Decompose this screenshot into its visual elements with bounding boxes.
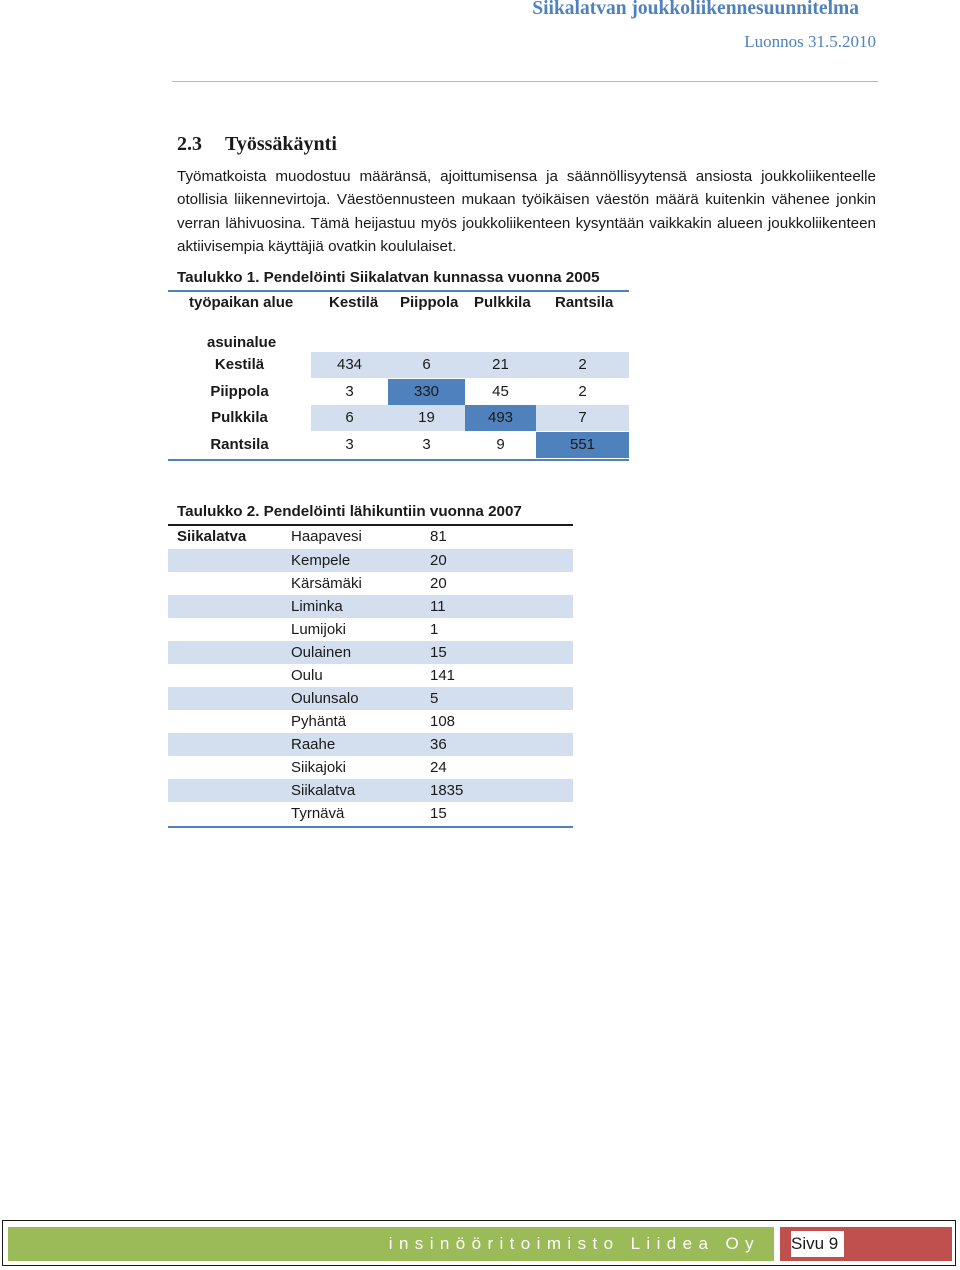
section-title: Työssäkäynti bbox=[225, 133, 337, 155]
municipality-name: Raahe bbox=[291, 736, 336, 753]
commuter-count: 1835 bbox=[430, 782, 464, 799]
table-row bbox=[168, 379, 629, 405]
municipality-name: Oulainen bbox=[291, 644, 352, 661]
page-number: Sivu 9 bbox=[791, 1231, 844, 1257]
municipality-name: Kempele bbox=[291, 552, 351, 569]
table1-col-header: Piippola bbox=[400, 294, 459, 311]
table-cell-diagonal: 493 bbox=[465, 405, 536, 431]
municipality-name: Lumijoki bbox=[291, 621, 347, 638]
table-cell: 2 bbox=[578, 383, 587, 400]
section-paragraph: Työmatkoista muodostuu määränsä, ajoittumisensa ja säännöllisyytensä ansiosta joukkoliikenteelle otollisia liikennevirtoja. Väestöennusteen mukaan työikäisen väestön määrä kuitenkin vähenee jonkin verran lähivuosina. Tämä heijastuu myös joukkoliikenteen kysyntään vaikkakin alueen joukkoliikenteen aktiivisempia käyttäjiä ovatkin koululaiset. bbox=[177, 168, 876, 255]
table-cell-diagonal: 330 bbox=[388, 379, 465, 405]
header-divider bbox=[172, 81, 878, 82]
municipality-name: Oulunsalo bbox=[291, 690, 359, 707]
table-row bbox=[168, 802, 573, 825]
table-cell: 19 bbox=[418, 409, 435, 426]
table1-col-header: Pulkkila bbox=[474, 294, 531, 311]
table2-bottom-border bbox=[168, 826, 573, 828]
commuter-count: 108 bbox=[430, 713, 456, 730]
commuter-count: 1 bbox=[430, 621, 439, 638]
table-cell-diagonal: 551 bbox=[536, 432, 629, 458]
commuter-count: 20 bbox=[430, 552, 447, 569]
table1-col-header: Rantsila bbox=[555, 294, 614, 311]
table1-caption: Taulukko 1. Pendelöinti Siikalatvan kunnassa vuonna 2005 bbox=[177, 269, 600, 286]
table-row bbox=[168, 779, 573, 802]
municipality-name: Tyrnävä bbox=[291, 805, 345, 822]
municipality-name: Siikajoki bbox=[291, 759, 347, 776]
table-row bbox=[168, 572, 573, 595]
table-cell: 3 bbox=[422, 436, 431, 453]
document-title: Siikalatvan joukkoliikennesuunnitelma bbox=[532, 0, 859, 19]
row-header: Pulkkila bbox=[168, 405, 311, 431]
commuter-count: 5 bbox=[430, 690, 439, 707]
footer-page-number-box bbox=[780, 1227, 952, 1261]
section-number: 2.3 bbox=[177, 133, 202, 155]
table-row bbox=[168, 595, 573, 618]
table2-caption: Taulukko 2. Pendelöinti lähikuntiin vuonna 2007 bbox=[177, 503, 522, 520]
row-header: Kestilä bbox=[168, 352, 311, 378]
section-heading bbox=[177, 133, 337, 156]
table-cell: 7 bbox=[578, 409, 587, 426]
table-cell: 3 bbox=[345, 436, 354, 453]
table-row bbox=[168, 687, 573, 710]
municipality-name: Oulu bbox=[291, 667, 323, 684]
municipality-name: Siikalatva bbox=[291, 782, 356, 799]
municipality-name: Liminka bbox=[291, 598, 343, 615]
table1-row-axis-label: asuinalue bbox=[207, 334, 277, 351]
table1-bottom-border bbox=[168, 459, 629, 461]
table-cell: 21 bbox=[492, 356, 509, 373]
table-row bbox=[168, 641, 573, 664]
table-row bbox=[168, 352, 629, 378]
table-row bbox=[168, 733, 573, 756]
table-cell: 6 bbox=[345, 409, 354, 426]
commuter-count: 36 bbox=[430, 736, 447, 753]
table-row bbox=[168, 405, 629, 431]
municipality-name: Pyhäntä bbox=[291, 713, 347, 730]
table-cell: 9 bbox=[496, 436, 505, 453]
table1-col-header: Kestilä bbox=[329, 294, 379, 311]
row-header: Rantsila bbox=[210, 436, 269, 453]
table-row bbox=[168, 525, 573, 548]
table-row bbox=[168, 710, 573, 733]
origin-municipality: Siikalatva bbox=[177, 528, 247, 545]
table-cell: 45 bbox=[492, 383, 509, 400]
table-cell: 2 bbox=[578, 356, 587, 373]
commuter-count: 11 bbox=[430, 598, 446, 615]
commuter-count: 141 bbox=[430, 667, 456, 684]
row-header: Piippola bbox=[210, 383, 269, 400]
commuter-count: 24 bbox=[430, 759, 447, 776]
commuter-count: 15 bbox=[430, 644, 447, 661]
table-cell: 434 bbox=[336, 356, 363, 373]
table-cell: 6 bbox=[422, 356, 431, 373]
table-row bbox=[168, 549, 573, 572]
table-cell: 3 bbox=[345, 383, 354, 400]
municipality-name: Kärsämäki bbox=[291, 575, 362, 592]
table-row bbox=[168, 664, 573, 687]
table1-header-row bbox=[168, 290, 629, 314]
footer-company-name: insinööritoimisto Liidea Oy bbox=[388, 1234, 760, 1253]
municipality-name: Haapavesi bbox=[291, 528, 362, 545]
commuter-count: 20 bbox=[430, 575, 447, 592]
draft-date: Luonnos 31.5.2010 bbox=[744, 32, 876, 51]
table1-corner-label: työpaikan alue bbox=[189, 294, 294, 311]
table-row bbox=[168, 618, 573, 641]
table-row bbox=[168, 756, 573, 779]
table-row bbox=[168, 432, 629, 458]
commuter-count: 81 bbox=[430, 528, 447, 545]
commuter-count: 15 bbox=[430, 805, 447, 822]
